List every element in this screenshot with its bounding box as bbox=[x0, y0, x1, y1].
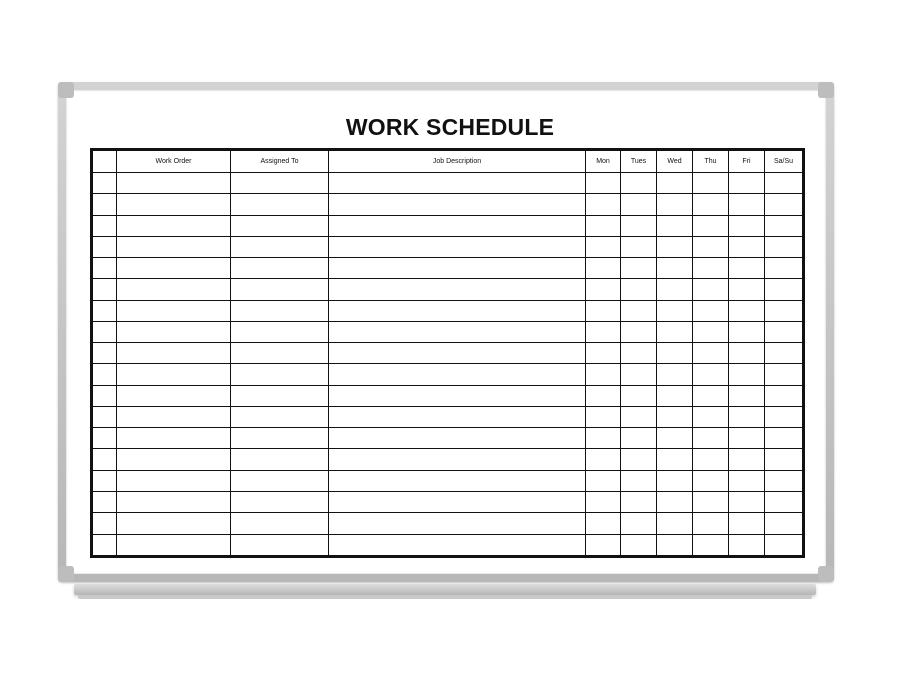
table-cell bbox=[765, 258, 804, 279]
table-cell bbox=[657, 279, 693, 300]
table-cell bbox=[92, 258, 117, 279]
table-cell bbox=[765, 406, 804, 427]
table-cell bbox=[92, 470, 117, 491]
table-cell bbox=[729, 343, 765, 364]
table-cell bbox=[231, 406, 329, 427]
table-cell bbox=[329, 513, 586, 534]
frame-corner-bottom-left bbox=[58, 566, 74, 582]
table-cell bbox=[657, 534, 693, 556]
header-fri: Fri bbox=[729, 150, 765, 173]
schedule-body bbox=[92, 173, 804, 557]
table-cell bbox=[729, 173, 765, 194]
table-cell bbox=[693, 449, 729, 470]
table-cell bbox=[693, 215, 729, 236]
table-row bbox=[92, 236, 804, 257]
table-row bbox=[92, 321, 804, 342]
header-sa-su: Sa/Su bbox=[765, 150, 804, 173]
table-cell bbox=[231, 513, 329, 534]
table-cell bbox=[117, 279, 231, 300]
table-cell bbox=[117, 258, 231, 279]
table-cell bbox=[621, 406, 657, 427]
table-cell bbox=[657, 258, 693, 279]
table-cell bbox=[765, 491, 804, 512]
table-cell bbox=[657, 513, 693, 534]
header-tues: Tues bbox=[621, 150, 657, 173]
table-cell bbox=[586, 491, 621, 512]
header-mon: Mon bbox=[586, 150, 621, 173]
table-cell bbox=[117, 513, 231, 534]
table-cell bbox=[92, 364, 117, 385]
table-cell bbox=[657, 470, 693, 491]
table-cell bbox=[231, 258, 329, 279]
table-cell bbox=[657, 236, 693, 257]
table-row bbox=[92, 343, 804, 364]
table-cell bbox=[657, 343, 693, 364]
table-cell bbox=[329, 406, 586, 427]
table-cell bbox=[329, 449, 586, 470]
table-cell bbox=[329, 300, 586, 321]
table-cell bbox=[621, 215, 657, 236]
table-cell bbox=[693, 258, 729, 279]
table-row bbox=[92, 406, 804, 427]
table-cell bbox=[693, 491, 729, 512]
table-cell bbox=[329, 194, 586, 215]
table-cell bbox=[621, 513, 657, 534]
table-cell bbox=[657, 449, 693, 470]
table-cell bbox=[693, 279, 729, 300]
header-assigned-to: Assigned To bbox=[231, 150, 329, 173]
table-cell bbox=[586, 321, 621, 342]
frame-corner-bottom-right bbox=[818, 566, 834, 582]
table-cell bbox=[92, 513, 117, 534]
table-cell bbox=[231, 300, 329, 321]
table-cell bbox=[729, 258, 765, 279]
table-cell bbox=[765, 236, 804, 257]
table-cell bbox=[729, 513, 765, 534]
table-row bbox=[92, 428, 804, 449]
table-cell bbox=[117, 406, 231, 427]
table-cell bbox=[329, 321, 586, 342]
table-row bbox=[92, 449, 804, 470]
table-cell bbox=[621, 194, 657, 215]
table-cell bbox=[117, 194, 231, 215]
table-row bbox=[92, 534, 804, 556]
table-row bbox=[92, 279, 804, 300]
table-cell bbox=[231, 491, 329, 512]
table-cell bbox=[329, 258, 586, 279]
table-cell bbox=[621, 449, 657, 470]
table-cell bbox=[765, 343, 804, 364]
table-cell bbox=[329, 279, 586, 300]
table-cell bbox=[92, 215, 117, 236]
marker-tray bbox=[74, 584, 816, 595]
table-cell bbox=[729, 194, 765, 215]
table-cell bbox=[657, 173, 693, 194]
table-cell bbox=[765, 321, 804, 342]
table-cell bbox=[92, 173, 117, 194]
table-cell bbox=[765, 428, 804, 449]
table-cell bbox=[231, 364, 329, 385]
table-cell bbox=[329, 534, 586, 556]
table-cell bbox=[329, 173, 586, 194]
table-cell bbox=[586, 406, 621, 427]
table-cell bbox=[117, 215, 231, 236]
table-cell bbox=[92, 385, 117, 406]
table-cell bbox=[92, 534, 117, 556]
table-cell bbox=[765, 470, 804, 491]
table-cell bbox=[92, 343, 117, 364]
schedule-table bbox=[90, 148, 805, 558]
table-cell bbox=[586, 194, 621, 215]
table-cell bbox=[586, 513, 621, 534]
table-cell bbox=[765, 173, 804, 194]
table-cell bbox=[586, 534, 621, 556]
table-cell bbox=[693, 513, 729, 534]
table-cell bbox=[729, 236, 765, 257]
table-cell bbox=[231, 385, 329, 406]
table-cell bbox=[729, 428, 765, 449]
table-cell bbox=[92, 491, 117, 512]
table-cell bbox=[231, 343, 329, 364]
table-cell bbox=[765, 194, 804, 215]
table-cell bbox=[117, 343, 231, 364]
header-work-order: Work Order bbox=[117, 150, 231, 173]
table-cell bbox=[117, 428, 231, 449]
table-cell bbox=[586, 173, 621, 194]
table-row bbox=[92, 258, 804, 279]
table-cell bbox=[693, 385, 729, 406]
table-cell bbox=[329, 385, 586, 406]
table-row bbox=[92, 385, 804, 406]
table-cell bbox=[657, 385, 693, 406]
table-cell bbox=[586, 258, 621, 279]
table-cell bbox=[231, 194, 329, 215]
table-cell bbox=[231, 215, 329, 236]
table-cell bbox=[586, 236, 621, 257]
table-row bbox=[92, 173, 804, 194]
table-cell bbox=[621, 491, 657, 512]
table-cell bbox=[117, 385, 231, 406]
table-cell bbox=[329, 364, 586, 385]
table-cell bbox=[621, 385, 657, 406]
table-cell bbox=[117, 300, 231, 321]
table-cell bbox=[693, 173, 729, 194]
table-cell bbox=[729, 449, 765, 470]
table-cell bbox=[729, 279, 765, 300]
table-cell bbox=[693, 470, 729, 491]
table-cell bbox=[231, 534, 329, 556]
table-cell bbox=[657, 491, 693, 512]
table-cell bbox=[117, 321, 231, 342]
table-cell bbox=[117, 449, 231, 470]
table-cell bbox=[729, 534, 765, 556]
table-cell bbox=[92, 428, 117, 449]
table-cell bbox=[693, 428, 729, 449]
table-row bbox=[92, 215, 804, 236]
table-cell bbox=[765, 279, 804, 300]
header-row-number bbox=[92, 150, 117, 173]
table-cell bbox=[657, 428, 693, 449]
table-cell bbox=[231, 428, 329, 449]
header-wed: Wed bbox=[657, 150, 693, 173]
table-cell bbox=[621, 470, 657, 491]
table-cell bbox=[117, 173, 231, 194]
table-cell bbox=[693, 406, 729, 427]
table-cell bbox=[329, 236, 586, 257]
table-cell bbox=[657, 364, 693, 385]
table-cell bbox=[329, 428, 586, 449]
table-cell bbox=[621, 428, 657, 449]
table-cell bbox=[729, 406, 765, 427]
table-cell bbox=[92, 406, 117, 427]
frame-corner-top-right bbox=[818, 82, 834, 98]
table-cell bbox=[657, 194, 693, 215]
table-cell bbox=[693, 534, 729, 556]
header-row bbox=[92, 150, 804, 173]
table-cell bbox=[729, 385, 765, 406]
table-cell bbox=[765, 215, 804, 236]
table-cell bbox=[117, 236, 231, 257]
table-cell bbox=[92, 321, 117, 342]
table-row bbox=[92, 513, 804, 534]
table-cell bbox=[765, 534, 804, 556]
table-cell bbox=[729, 215, 765, 236]
table-cell bbox=[765, 513, 804, 534]
table-cell bbox=[586, 300, 621, 321]
table-cell bbox=[693, 236, 729, 257]
marker-tray-lip bbox=[78, 595, 812, 599]
table-row bbox=[92, 470, 804, 491]
table-cell bbox=[729, 300, 765, 321]
table-cell bbox=[231, 470, 329, 491]
table-cell bbox=[586, 215, 621, 236]
table-cell bbox=[657, 321, 693, 342]
table-cell bbox=[586, 385, 621, 406]
table-cell bbox=[92, 449, 117, 470]
table-row bbox=[92, 491, 804, 512]
table-cell bbox=[621, 321, 657, 342]
table-cell bbox=[586, 449, 621, 470]
table-cell bbox=[765, 385, 804, 406]
table-cell bbox=[231, 173, 329, 194]
table-row bbox=[92, 300, 804, 321]
frame-corner-top-left bbox=[58, 82, 74, 98]
table-cell bbox=[621, 364, 657, 385]
table-cell bbox=[92, 300, 117, 321]
table-cell bbox=[621, 300, 657, 321]
table-cell bbox=[657, 300, 693, 321]
table-cell bbox=[729, 470, 765, 491]
table-cell bbox=[621, 534, 657, 556]
table-cell bbox=[693, 343, 729, 364]
table-cell bbox=[586, 343, 621, 364]
header-job-description: Job Description bbox=[329, 150, 586, 173]
table-cell bbox=[765, 449, 804, 470]
table-cell bbox=[586, 279, 621, 300]
table-cell bbox=[92, 194, 117, 215]
table-cell bbox=[621, 279, 657, 300]
table-cell bbox=[693, 300, 729, 321]
table-cell bbox=[586, 428, 621, 449]
table-cell bbox=[729, 491, 765, 512]
table-cell bbox=[621, 343, 657, 364]
table-cell bbox=[329, 215, 586, 236]
table-cell bbox=[657, 406, 693, 427]
table-row bbox=[92, 194, 804, 215]
table-cell bbox=[231, 321, 329, 342]
header-thu: Thu bbox=[693, 150, 729, 173]
table-cell bbox=[729, 321, 765, 342]
table-cell bbox=[117, 534, 231, 556]
table-cell bbox=[765, 364, 804, 385]
table-cell bbox=[621, 236, 657, 257]
table-cell bbox=[329, 491, 586, 512]
table-cell bbox=[621, 173, 657, 194]
table-cell bbox=[231, 279, 329, 300]
table-cell bbox=[329, 470, 586, 491]
table-cell bbox=[117, 364, 231, 385]
table-cell bbox=[693, 194, 729, 215]
table-cell bbox=[621, 258, 657, 279]
table-cell bbox=[231, 236, 329, 257]
table-cell bbox=[729, 364, 765, 385]
table-cell bbox=[92, 279, 117, 300]
table-cell bbox=[329, 343, 586, 364]
table-cell bbox=[586, 364, 621, 385]
table-cell bbox=[117, 470, 231, 491]
table-cell bbox=[231, 449, 329, 470]
table-cell bbox=[765, 300, 804, 321]
table-cell bbox=[693, 364, 729, 385]
table-cell bbox=[693, 321, 729, 342]
table-cell bbox=[92, 236, 117, 257]
table-cell bbox=[586, 470, 621, 491]
table-cell bbox=[117, 491, 231, 512]
table-cell bbox=[657, 215, 693, 236]
table-row bbox=[92, 364, 804, 385]
board-title: WORK SCHEDULE bbox=[345, 114, 555, 140]
